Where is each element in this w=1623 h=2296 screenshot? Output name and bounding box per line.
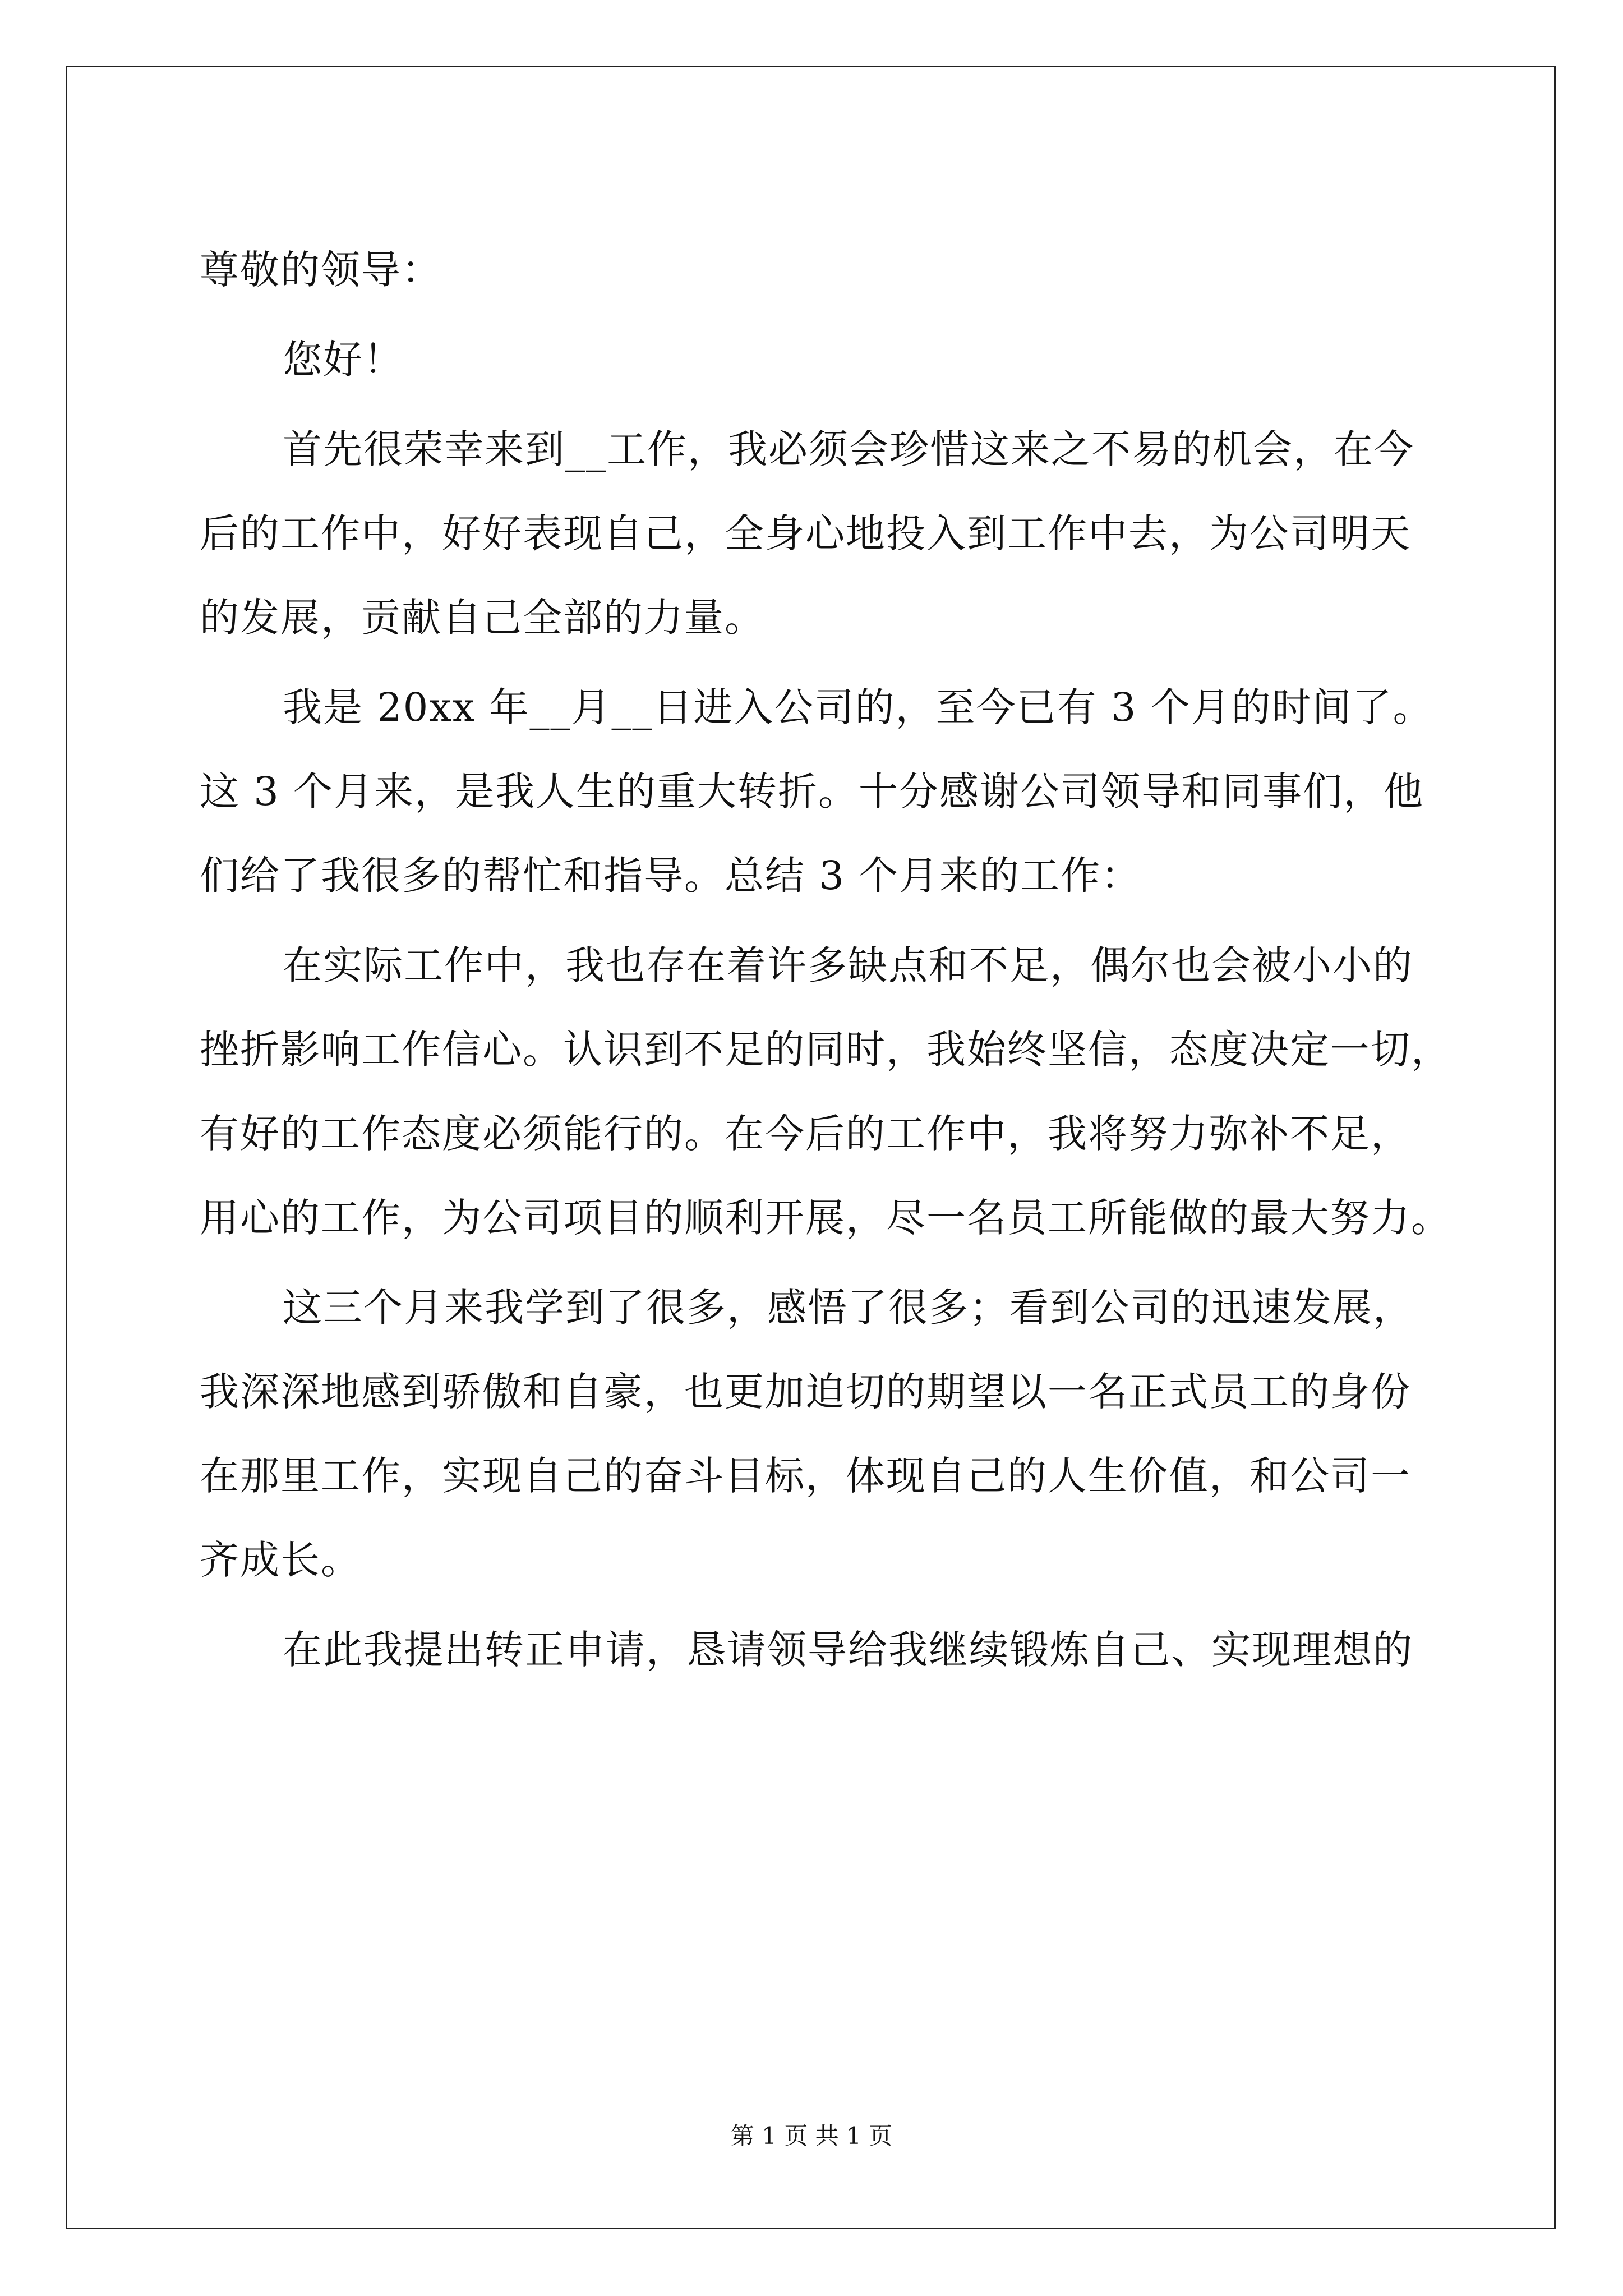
- paragraph-1-line-2: 后的工作中，好好表现自己，全身心地投入到工作中去，为公司明天: [200, 510, 1411, 556]
- paragraph-3-line-2: 挫折影响工作信心。认识到不足的同时，我始终坚信，态度决定一切，: [200, 1027, 1451, 1073]
- paragraph-3-line-3: 有好的工作态度必须能行的。在今后的工作中，我将努力弥补不足，: [200, 1111, 1411, 1157]
- page-number-footer: 第 1 页 共 1 页: [730, 2122, 893, 2150]
- paragraph-2-line-2: 这 3 个月来，是我人生的重大转折。十分感谢公司领导和同事们，他: [200, 769, 1424, 815]
- paragraph-2-line-3: 们给了我很多的帮忙和指导。总结 3 个月来的工作：: [200, 853, 1142, 899]
- salutation: 尊敬的领导：: [200, 247, 442, 293]
- paragraph-2-line-1: 我是 20xx 年__月__日进入公司的，至今已有 3 个月的时间了。: [283, 684, 1433, 730]
- paragraph-1-line-3: 的发展，贡献自己全部的力量。: [200, 595, 765, 641]
- paragraph-4-line-2: 我深深地感到骄傲和自豪，也更加迫切的期望以一名正式员工的身份: [200, 1369, 1411, 1415]
- document-body: [200, 228, 1451, 1692]
- paragraph-5-line-1: 在此我提出转正申请，恳请领导给我继续锻炼自己、实现理想的: [283, 1627, 1413, 1673]
- paragraph-3-line-4: 用心的工作，为公司项目的顺利开展，尽一名员工所能做的最大努力。: [200, 1195, 1451, 1241]
- paragraph-4-line-1: 这三个月来我学到了很多，感悟了很多；看到公司的迅速发展，: [283, 1285, 1413, 1331]
- greeting: 您好！: [283, 337, 404, 383]
- paragraph-1-line-1: 首先很荣幸来到__工作，我必须会珍惜这来之不易的机会，在今: [283, 426, 1414, 472]
- paragraph-4-line-3: 在那里工作，实现自己的奋斗目标，体现自己的人生价值，和公司一: [200, 1453, 1411, 1499]
- paragraph-4-line-4: 齐成长。: [200, 1537, 361, 1583]
- paragraph-3-line-1: 在实际工作中，我也存在着许多缺点和不足，偶尔也会被小小的: [283, 942, 1413, 988]
